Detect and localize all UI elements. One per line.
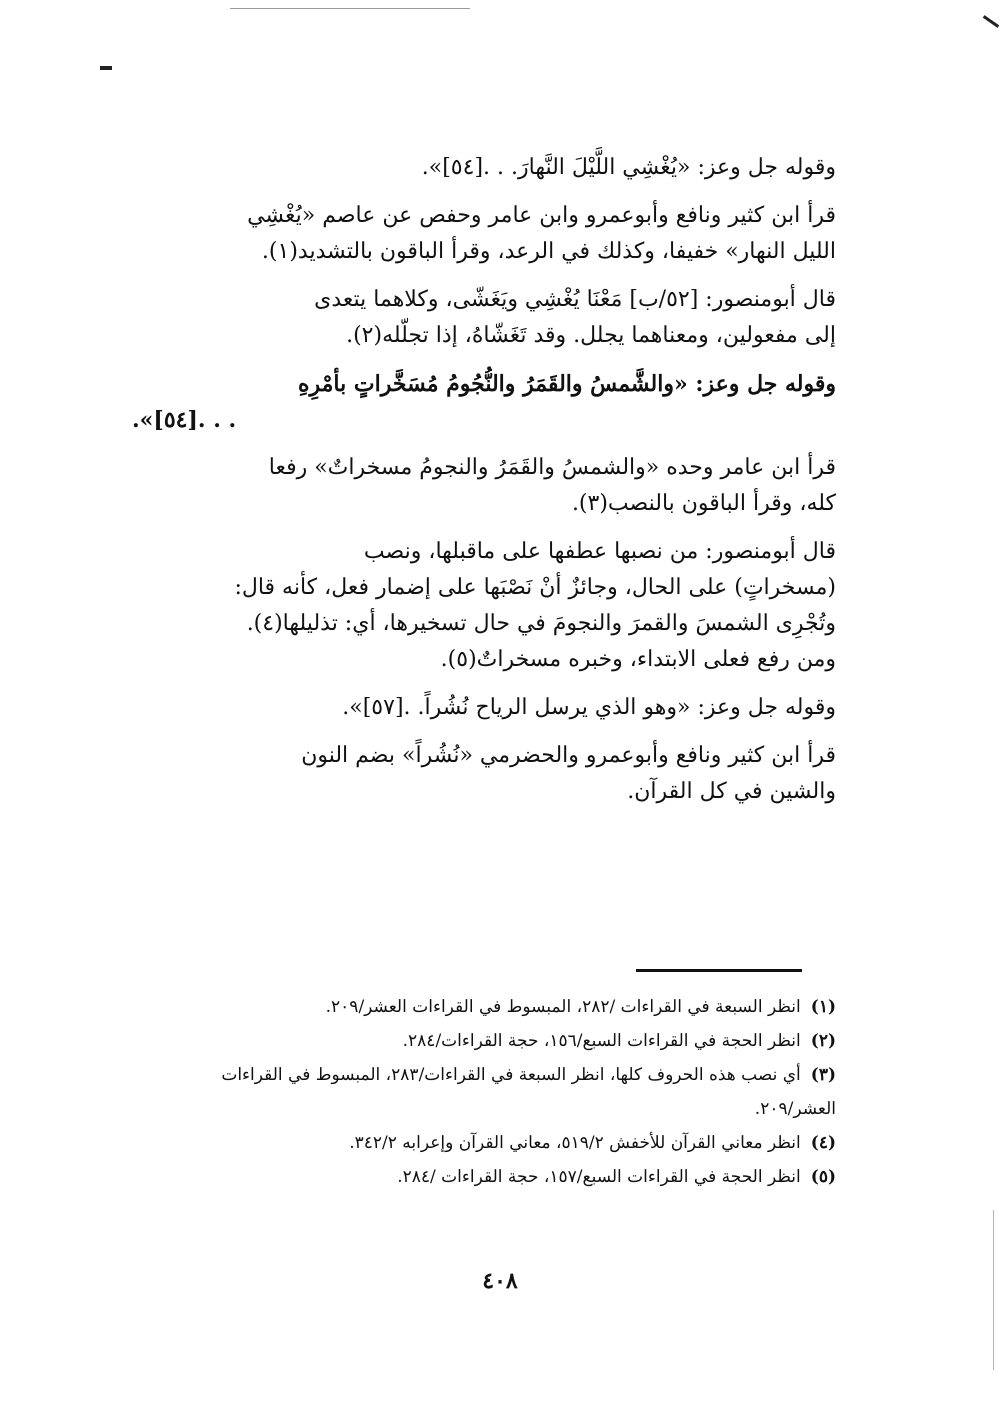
text-line: قال أبومنصور: من نصبها عطفها على ماقبلها، ونصب bbox=[363, 539, 836, 564]
paragraph-verse-3 bbox=[132, 690, 836, 726]
footnote bbox=[136, 1126, 836, 1160]
footnote-text: انظر الحجة في القراءات السبع/١٥٧، حجة القراءات /٢٨٤. bbox=[397, 1167, 801, 1187]
footnote-separator bbox=[636, 969, 802, 972]
corner-arrow-icon bbox=[983, 15, 999, 28]
scan-edge-line bbox=[230, 8, 470, 9]
text-line: (مسخراتٍ) على الحال، وجائزٌ أنْ نَصْبَها على إضمار فعل، كأنه قال: bbox=[234, 575, 836, 600]
paragraph-3 bbox=[132, 282, 836, 354]
paragraph-verse-2 bbox=[132, 366, 836, 438]
footnote-number: (٥) bbox=[810, 1167, 836, 1187]
verse-line: وقوله جل وعز: «يُغْشِي اللَّيْلَ النَّهارَ. . .[٥٤]». bbox=[421, 155, 836, 180]
footnote-continuation: العشر/٢٠٩. bbox=[754, 1099, 836, 1119]
footnote-text: انظر السبعة في القراءات /٢٨٢، المبسوط في القراءات العشر/٢٠٩. bbox=[325, 997, 801, 1017]
footnote bbox=[136, 1024, 836, 1058]
page-number: ٤٠٨ bbox=[482, 1268, 518, 1294]
footnote-text: انظر الحجة في القراءات السبع/١٥٦، حجة القراءات/٢٨٤. bbox=[402, 1031, 801, 1051]
text-line: قال أبومنصور: [٥٢/ب] مَعْنَا يُغْشِي ويَغَشّى، وكلاهما يتعدى bbox=[314, 287, 836, 312]
paragraph-2 bbox=[132, 198, 836, 270]
paragraph-8 bbox=[132, 738, 836, 810]
paragraph-6 bbox=[132, 534, 836, 678]
text-line: الليل النهار» خفيفا، وكذلك في الرعد، وقرأ الباقون بالتشديد(١). bbox=[261, 239, 836, 264]
paragraph-verse-1 bbox=[132, 150, 836, 186]
scan-mark bbox=[100, 66, 112, 70]
footnote-text: أي نصب هذه الحروف كلها، انظر السبعة في القراءات/٢٨٣، المبسوط في القراءات bbox=[221, 1065, 801, 1085]
footnote-number: (١) bbox=[810, 997, 836, 1017]
footnote bbox=[136, 1058, 836, 1092]
footnote-number: (٣) bbox=[810, 1065, 836, 1085]
text-line: إلى مفعولين، ومعناهما يجلل. وقد تَغَشّاهُ، إذا تجلّله(٢). bbox=[346, 323, 836, 348]
footnote-text: انظر معاني القرآن للأخفش ٥١٩/٢، معاني القرآن وإعرابه ٣٤٢/٢. bbox=[349, 1133, 801, 1153]
verse-line: وقوله جل وعز: «وهو الذي يرسل الرياح نُشُراً. .[٥٧]». bbox=[342, 695, 836, 720]
text-line: وتُجْرِى الشمسَ والقمرَ والنجومَ في حال تسخيرها، أي: تذليلها(٤). bbox=[246, 611, 836, 636]
footnote bbox=[136, 990, 836, 1024]
main-text bbox=[132, 150, 836, 822]
verse-line: وقوله جل وعز: «والشَّمسُ والقَمَرُ والنُّجُومُ مُسَخَّراتٍ بأمْرِهِ bbox=[297, 371, 836, 397]
text-line: والشين في كل القرآن. bbox=[627, 779, 836, 804]
text-line: قرأ ابن عامر وحده «والشمسُ والقَمَرُ والنجومُ مسخراتٌ» رفعا bbox=[268, 455, 836, 480]
paragraph-5 bbox=[132, 450, 836, 522]
verse-line-tail: . . .[٥٤]». bbox=[132, 407, 237, 433]
footnotes bbox=[136, 990, 836, 1194]
scan-edge-right bbox=[993, 1210, 994, 1370]
text-line: ومن رفع فعلى الابتداء، وخبره مسخراتٌ(٥). bbox=[440, 647, 836, 672]
footnote bbox=[136, 1160, 836, 1194]
footnote-number: (٢) bbox=[810, 1031, 836, 1051]
text-line: قرأ ابن كثير ونافع وأبوعمرو وابن عامر وحفص عن عاصم «يُغْشِي bbox=[247, 203, 836, 228]
footnote-number: (٤) bbox=[810, 1133, 836, 1153]
text-line: كله، وقرأ الباقون بالنصب(٣). bbox=[571, 491, 836, 516]
text-line: قرأ ابن كثير ونافع وأبوعمرو والحضرمي «نُشُراً» بضم النون bbox=[301, 743, 836, 768]
